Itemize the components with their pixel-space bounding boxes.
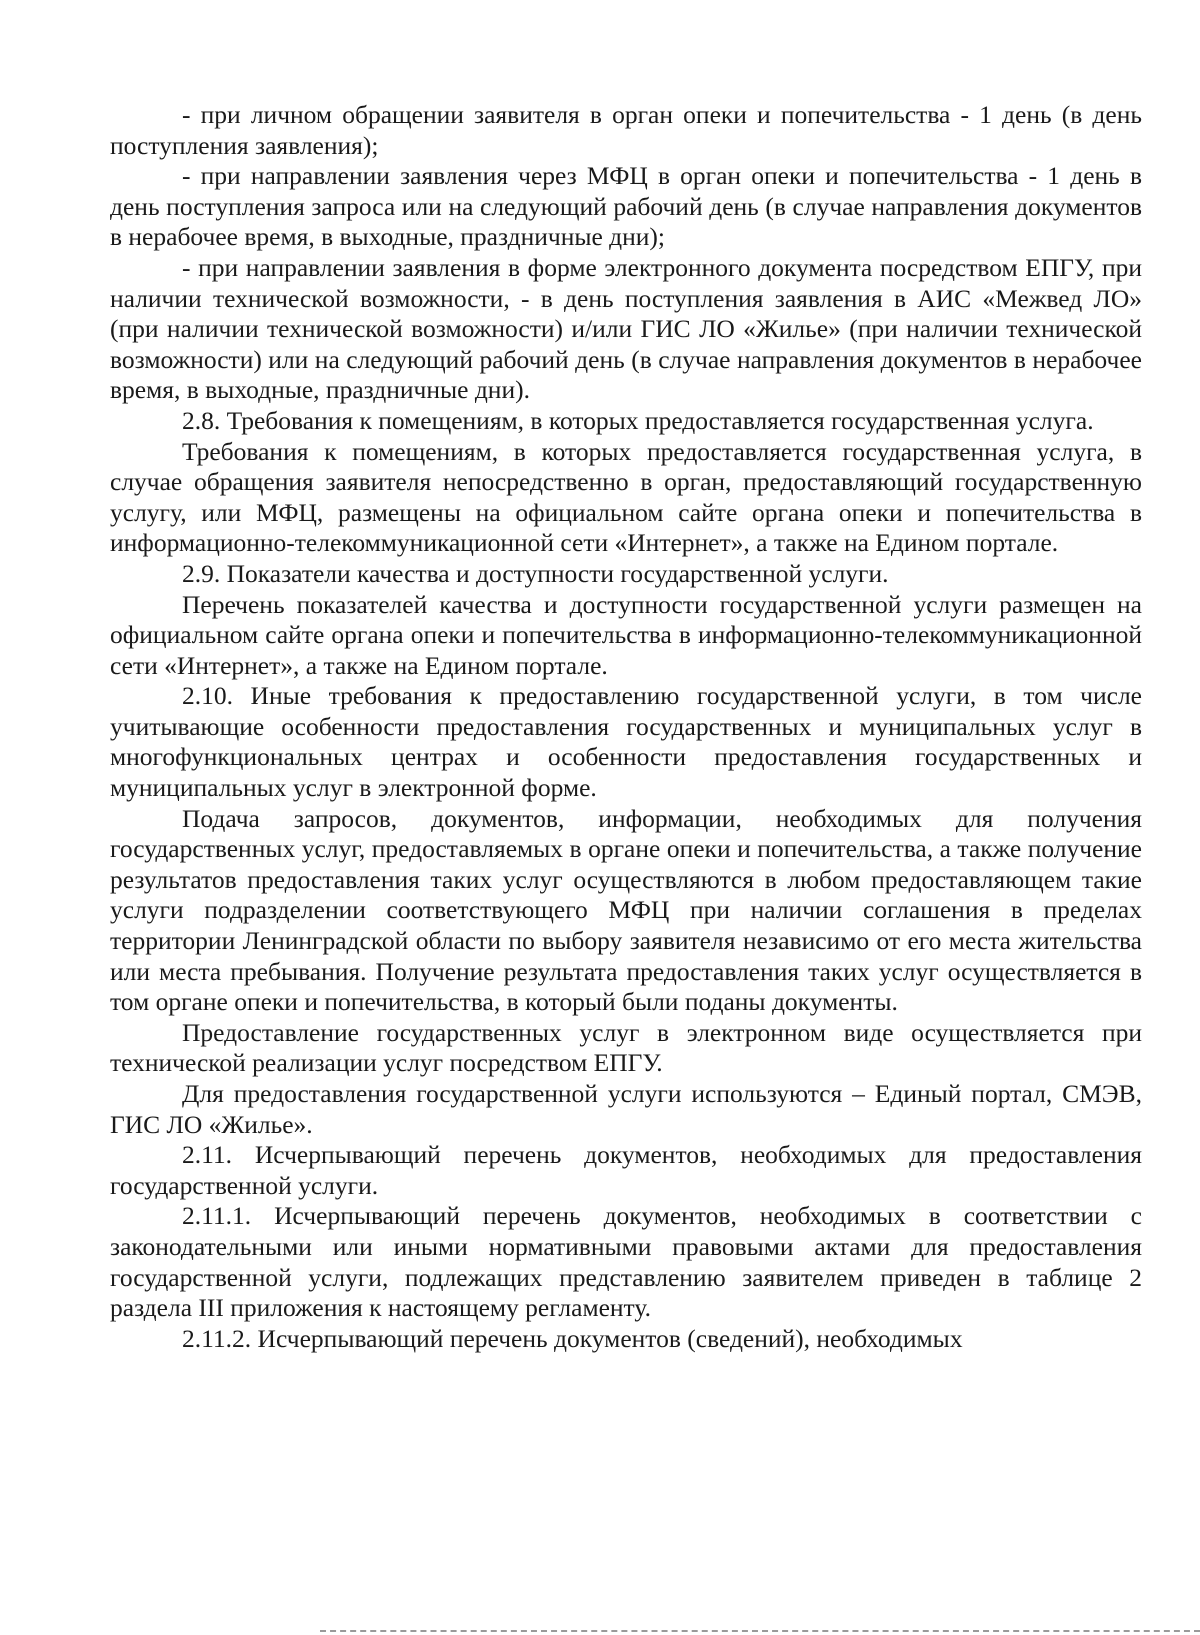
section-2-11-heading: 2.11. Исчерпывающий перечень документов, необходимых для предоставления государственной услуги. xyxy=(110,1140,1142,1200)
paragraph-request-submission: Подача запросов, документов, информации, необходимых для получения государственных услуг, предоставляемых в органе опеки и попечительства, а также получение результатов предоставления таких услуг осуществляются в любом предоставляющем такие услуги подразделении соответствующего МФЦ при наличии соглашения в пределах территории Ленинградской области по выбору заявителя независимо от его места жительства или места пребывания. Получение результата предоставления таких услуг осуществляется в том органе опеки и попечительства, в который были поданы документы. xyxy=(110,803,1142,1017)
section-2-11-1-paragraph: 2.11.1. Исчерпывающий перечень документов, необходимых в соответствии с законодательными или иными нормативными правовыми актами для предоставления государственной услуги, подлежащих представлению заявителем приведен в таблице 2 раздела III приложения к настоящему регламенту. xyxy=(110,1201,1142,1323)
section-2-10-heading: 2.10. Иные требования к предоставлению государственной услуги, в том числе учитывающие особенности предоставления государственных и муниципальных услуг в многофункциональных центрах и особенности предоставления государственных и муниципальных услуг в электронной форме. xyxy=(110,681,1142,803)
paragraph-electronic-services: Предоставление государственных услуг в электронном виде осуществляется при технической реализации услуг посредством ЕПГУ. xyxy=(110,1017,1142,1078)
paragraph-quality-indicators: Перечень показателей качества и доступности государственной услуги размещен на официальном сайте органа опеки и попечительства в информационно-телекоммуникационной сети «Интернет», а также на Едином портале. xyxy=(110,589,1142,680)
bottom-edge-rule xyxy=(320,1630,1200,1632)
section-2-11-2-paragraph: 2.11.2. Исчерпывающий перечень документов (сведений), необходимых xyxy=(182,1323,963,1353)
section-2-8-heading: 2.8. Требования к помещениям, в которых предоставляется государственная услуга. xyxy=(182,405,1094,435)
paragraph-premises-requirements: Требования к помещениям, в которых предоставляется государственная услуга, в случае обращения заявителя непосредственно в орган, предоставляющий государственную услугу, или МФЦ, размещены на официальном сайте органа опеки и попечительства в информационно-телекоммуникационной сети «Интернет», а также на Едином портале. xyxy=(110,436,1142,558)
paragraph-systems-used: Для предоставления государственной услуги используются – Единый портал, СМЭВ, ГИС ЛО «Жилье». xyxy=(110,1079,1142,1139)
paragraph-electronic-submission: - при направлении заявления в форме электронного документа посредством ЕПГУ, при наличии технической возможности, - в день поступления заявления в АИС «Межвед ЛО» (при наличии технической возможности) и/или ГИС ЛО «Жилье» (при наличии технической возможности) или на следующий рабочий день (в случае направления документов в нерабочее время, в выходные, праздничные дни). xyxy=(110,252,1142,405)
paragraph-personal-appeal: - при личном обращении заявителя в орган опеки и попечительства - 1 день (в день поступления заявления); xyxy=(110,100,1142,160)
section-2-9-heading: 2.9. Показатели качества и доступности государственной услуги. xyxy=(182,558,889,588)
document-body xyxy=(110,100,1142,1354)
paragraph-mfc-submission: - при направлении заявления через МФЦ в орган опеки и попечительства - 1 день в день поступления запроса или на следующий рабочий день (в случае направления документов в нерабочее время, в выходные, праздничные дни); xyxy=(110,161,1142,252)
